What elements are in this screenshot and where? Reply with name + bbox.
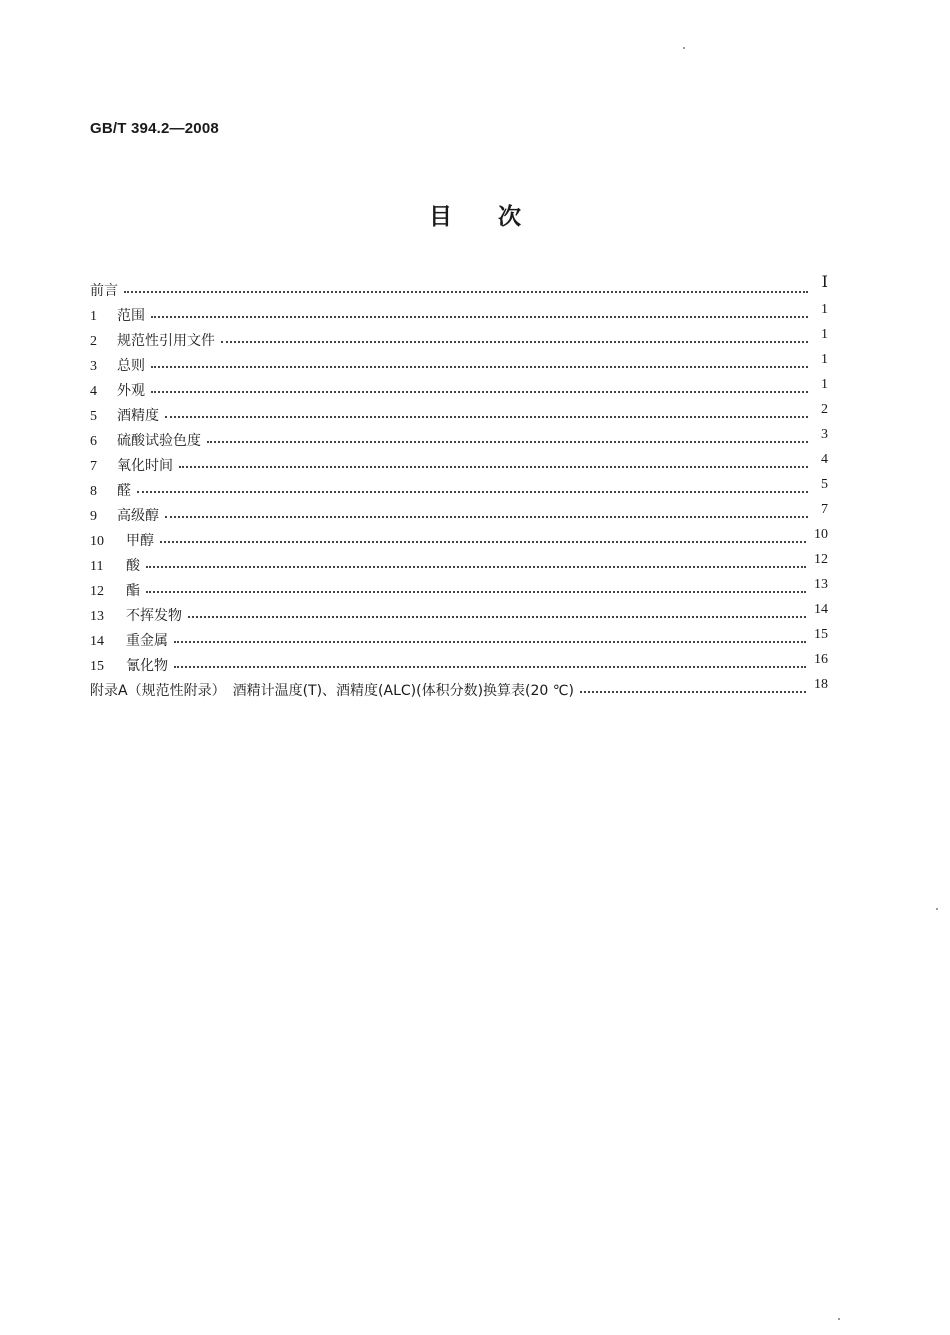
- toc-entry-title: 氰化物: [126, 658, 168, 674]
- page-title: [0, 198, 950, 231]
- toc-entry-page: 16: [814, 652, 828, 667]
- scan-speck: [683, 47, 685, 49]
- toc-entry-14[interactable]: [90, 625, 828, 650]
- toc-entry-page: 1: [821, 302, 828, 317]
- toc-entry-number: 10: [90, 534, 104, 549]
- dot-leader: [221, 341, 808, 343]
- dot-leader: [165, 516, 808, 518]
- toc-entry-15[interactable]: [90, 650, 828, 675]
- toc-entry-page: 12: [814, 552, 828, 567]
- toc-entry-number: 9: [90, 509, 97, 524]
- toc-entry-7[interactable]: [90, 450, 828, 475]
- toc-entry-foreword[interactable]: [90, 275, 828, 300]
- toc-entry-number: 7: [90, 459, 97, 474]
- title-char-2: 次: [498, 204, 521, 230]
- dot-leader: [151, 316, 808, 318]
- toc-entry-annex-a[interactable]: [90, 675, 828, 700]
- toc-entry-page: 1: [821, 352, 828, 367]
- dot-leader: [151, 391, 808, 393]
- toc-entry-page: 1: [821, 327, 828, 342]
- toc-entry-number: 8: [90, 484, 97, 499]
- toc-entry-title: 不挥发物: [126, 608, 182, 624]
- toc-entry-1[interactable]: [90, 300, 828, 325]
- toc-entry-title: 酯: [126, 583, 140, 599]
- toc-entry-8[interactable]: [90, 475, 828, 500]
- toc-entry-page: 7: [821, 502, 828, 517]
- toc-entry-page: Ⅰ: [821, 274, 828, 291]
- toc-entry-title: 外观: [117, 383, 145, 399]
- toc-entry-number: 12: [90, 584, 104, 599]
- toc-entry-page: 5: [821, 477, 828, 492]
- toc-entry-number: 1: [90, 309, 97, 324]
- scan-speck: [838, 1318, 840, 1320]
- dot-leader: [580, 691, 806, 693]
- toc-entry-title: 氧化时间: [117, 458, 173, 474]
- toc-entry-title: 范围: [117, 308, 145, 324]
- toc-entry-title: 前言: [90, 283, 118, 299]
- toc-entry-12[interactable]: [90, 575, 828, 600]
- toc-entry-11[interactable]: [90, 550, 828, 575]
- toc-entry-page: 18: [814, 677, 828, 692]
- toc-entry-page: 13: [814, 577, 828, 592]
- dot-leader: [160, 541, 806, 543]
- dot-leader: [137, 491, 808, 493]
- toc-entry-title: 总则: [117, 358, 145, 374]
- dot-leader: [146, 566, 806, 568]
- dot-leader: [174, 641, 806, 643]
- toc-entry-6[interactable]: [90, 425, 828, 450]
- table-of-contents: [90, 275, 828, 700]
- toc-entry-title: 酒精度: [117, 408, 159, 424]
- toc-entry-number: 3: [90, 359, 97, 374]
- toc-entry-4[interactable]: [90, 375, 828, 400]
- dot-leader: [165, 416, 808, 418]
- toc-entry-page: 15: [814, 627, 828, 642]
- dot-leader: [174, 666, 806, 668]
- dot-leader: [207, 441, 808, 443]
- toc-entry-title: 酸: [126, 558, 140, 574]
- toc-entry-page: 4: [821, 452, 828, 467]
- dot-leader: [179, 466, 808, 468]
- toc-entry-number: 4: [90, 384, 97, 399]
- toc-entry-title: 规范性引用文件: [117, 333, 215, 349]
- toc-entry-title: 醛: [117, 483, 131, 499]
- toc-entry-number: 5: [90, 409, 97, 424]
- toc-entry-3[interactable]: [90, 350, 828, 375]
- toc-entry-number: 15: [90, 659, 104, 674]
- toc-entry-number: 14: [90, 634, 104, 649]
- toc-entry-13[interactable]: [90, 600, 828, 625]
- scan-speck: [936, 908, 938, 910]
- title-char-1: 目: [429, 204, 452, 230]
- toc-entry-title: 硫酸试验色度: [117, 433, 201, 449]
- toc-entry-page: 1: [821, 377, 828, 392]
- dot-leader: [124, 291, 808, 293]
- toc-entry-number: 13: [90, 609, 104, 624]
- dot-leader: [146, 591, 806, 593]
- dot-leader: [188, 616, 806, 618]
- toc-entry-page: 10: [814, 527, 828, 542]
- toc-entry-page: 3: [821, 427, 828, 442]
- toc-entry-number: 2: [90, 334, 97, 349]
- toc-entry-5[interactable]: [90, 400, 828, 425]
- toc-entry-number: 11: [90, 559, 104, 574]
- toc-entry-title: 甲醇: [126, 533, 154, 549]
- standard-code: GB/T 394.2—2008: [90, 120, 219, 137]
- toc-entry-title: 重金属: [126, 633, 168, 649]
- toc-entry-title: 附录A（规范性附录） 酒精计温度(T)、酒精度(ALC)(体积分数)换算表(20 ℃): [90, 683, 574, 699]
- toc-entry-number: 6: [90, 434, 97, 449]
- toc-entry-page: 14: [814, 602, 828, 617]
- toc-entry-10[interactable]: [90, 525, 828, 550]
- toc-entry-2[interactable]: [90, 325, 828, 350]
- toc-entry-page: 2: [821, 402, 828, 417]
- toc-entry-title: 高级醇: [117, 508, 159, 524]
- dot-leader: [151, 366, 808, 368]
- toc-entry-9[interactable]: [90, 500, 828, 525]
